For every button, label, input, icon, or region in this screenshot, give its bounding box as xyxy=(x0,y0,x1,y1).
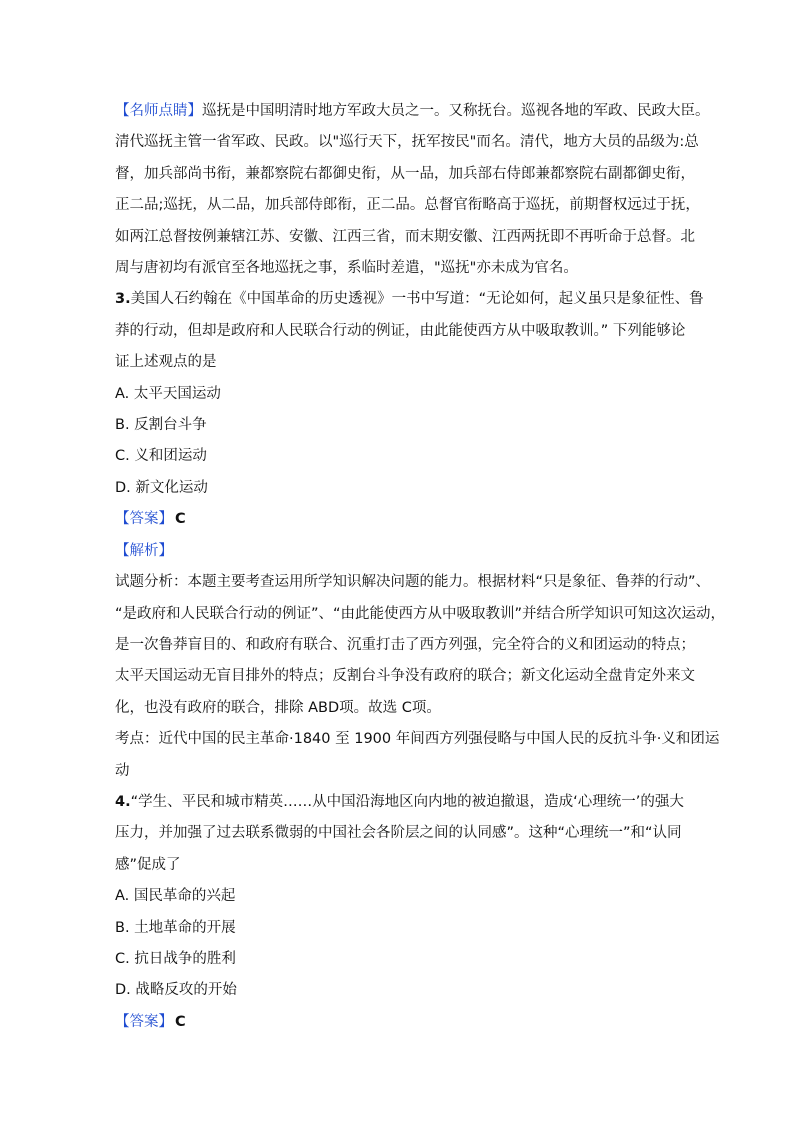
q3-stem-line-2: 莽的行动，但却是政府和人民联合行动的例证，由此能使西方从中吸取教训。” 下列能够论 xyxy=(115,322,686,339)
tip-line-3: 督，加兵部尚书衔，兼都察院右都御史衔，从一品，加兵部右侍郎兼都察院右副都御史衔， xyxy=(115,165,695,182)
answer-tag: 【答案】 xyxy=(115,1013,173,1030)
q3-option-a: A. 太平天国运动 xyxy=(115,385,221,402)
q4-option-c: C. 抗日战争的胜利 xyxy=(115,950,236,967)
q4-answer xyxy=(115,1007,685,1038)
tip-line-6: 周与唐初均有派官至各地巡抚之事，系临时差遣，"巡抚"亦未成为官名。 xyxy=(115,260,578,277)
answer-value: C xyxy=(175,1013,186,1030)
q3-analysis-line-5: 化，也没有政府的联合，排除 ABD项。故选 C项。 xyxy=(115,699,441,716)
q3-kaodian-line-2: 动 xyxy=(115,762,130,779)
q3-option-c: C. 义和团运动 xyxy=(115,448,207,465)
answer-value: C xyxy=(175,511,186,528)
q3-option-d: D. 新文化运动 xyxy=(115,479,208,496)
analysis-tag: 【解析】 xyxy=(115,542,173,559)
document-page xyxy=(115,96,726,1038)
q3-option-b: B. 反割台斗争 xyxy=(115,417,207,434)
tip-line-1: 【名师点睛】巡抚是中国明清时地方军政大员之一。又称抚台。巡视各地的军政、民政大臣。 xyxy=(115,103,710,119)
tip-line-5: 如两江总督按例兼辖江苏、安徽、江西三省，而末期安徽、江西两抚即不再听命于总督。北 xyxy=(115,228,695,245)
q3-number: 3. xyxy=(115,291,131,308)
q3-answer xyxy=(115,504,685,535)
q3-analysis-line-4: 太平天国运动无盲目排外的特点；反割台斗争没有政府的联合；新文化运动全盘肯定外来文 xyxy=(115,668,695,685)
q3-stem-line-1: 3.美国人石约翰在《中国革命的历史透视》一书中写道：“无论如何，起义虽只是象征性、鲁 xyxy=(115,291,704,308)
q4-stem-line-2: 压力，并加强了过去联系微弱的中国社会各阶层之间的认同感”。这种“心理统一”和“认同 xyxy=(115,825,682,842)
q3-analysis-line-2: “是政府和人民联合行动的例证”、“由此能使西方从中吸取教训”并结合所学知识可知这次运动， xyxy=(115,605,726,622)
q3-analysis-heading xyxy=(115,536,685,567)
tip-tag: 【名师点睛】 xyxy=(115,103,202,119)
q4-number: 4. xyxy=(115,793,131,810)
q4-stem-line-1: 4.“学生、平民和城市精英……从中国沿海地区向内地的被迫撤退，造成‘心理统一’的强大 xyxy=(115,793,684,810)
tip-line-2: 清代巡抚主管一省军政、民政。以"巡行天下，抚军按民"而名。清代，地方大员的品级为:总 xyxy=(115,134,699,151)
q3-analysis-line-3: 是一次鲁莽盲目的、和政府有联合、沉重打击了西方列强，完全符合的义和团运动的特点； xyxy=(115,636,695,653)
tip-line-4: 正二品;巡抚，从二品，加兵部侍郎衔，正二品。总督官衔略高于巡抚，前期督权远过于抚， xyxy=(115,197,700,214)
q4-option-b: B. 土地革命的开展 xyxy=(115,919,236,936)
answer-tag: 【答案】 xyxy=(115,511,173,528)
q4-option-a: A. 国民革命的兴起 xyxy=(115,888,236,905)
q4-option-d: D. 战略反攻的开始 xyxy=(115,982,237,999)
q3-analysis-line-1: 试题分析：本题主要考查运用所学知识解决问题的能力。根据材料“只是象征、鲁莽的行动”、 xyxy=(115,574,711,591)
q3-kaodian-line-1: 考点：近代中国的民主革命·1840 至 1900 年间西方列强侵略与中国人民的反抗斗争·义和团运 xyxy=(115,731,720,748)
q3-stem-line-3: 证上述观点的是 xyxy=(115,354,217,371)
q4-stem-line-3: 感”促成了 xyxy=(115,856,181,873)
